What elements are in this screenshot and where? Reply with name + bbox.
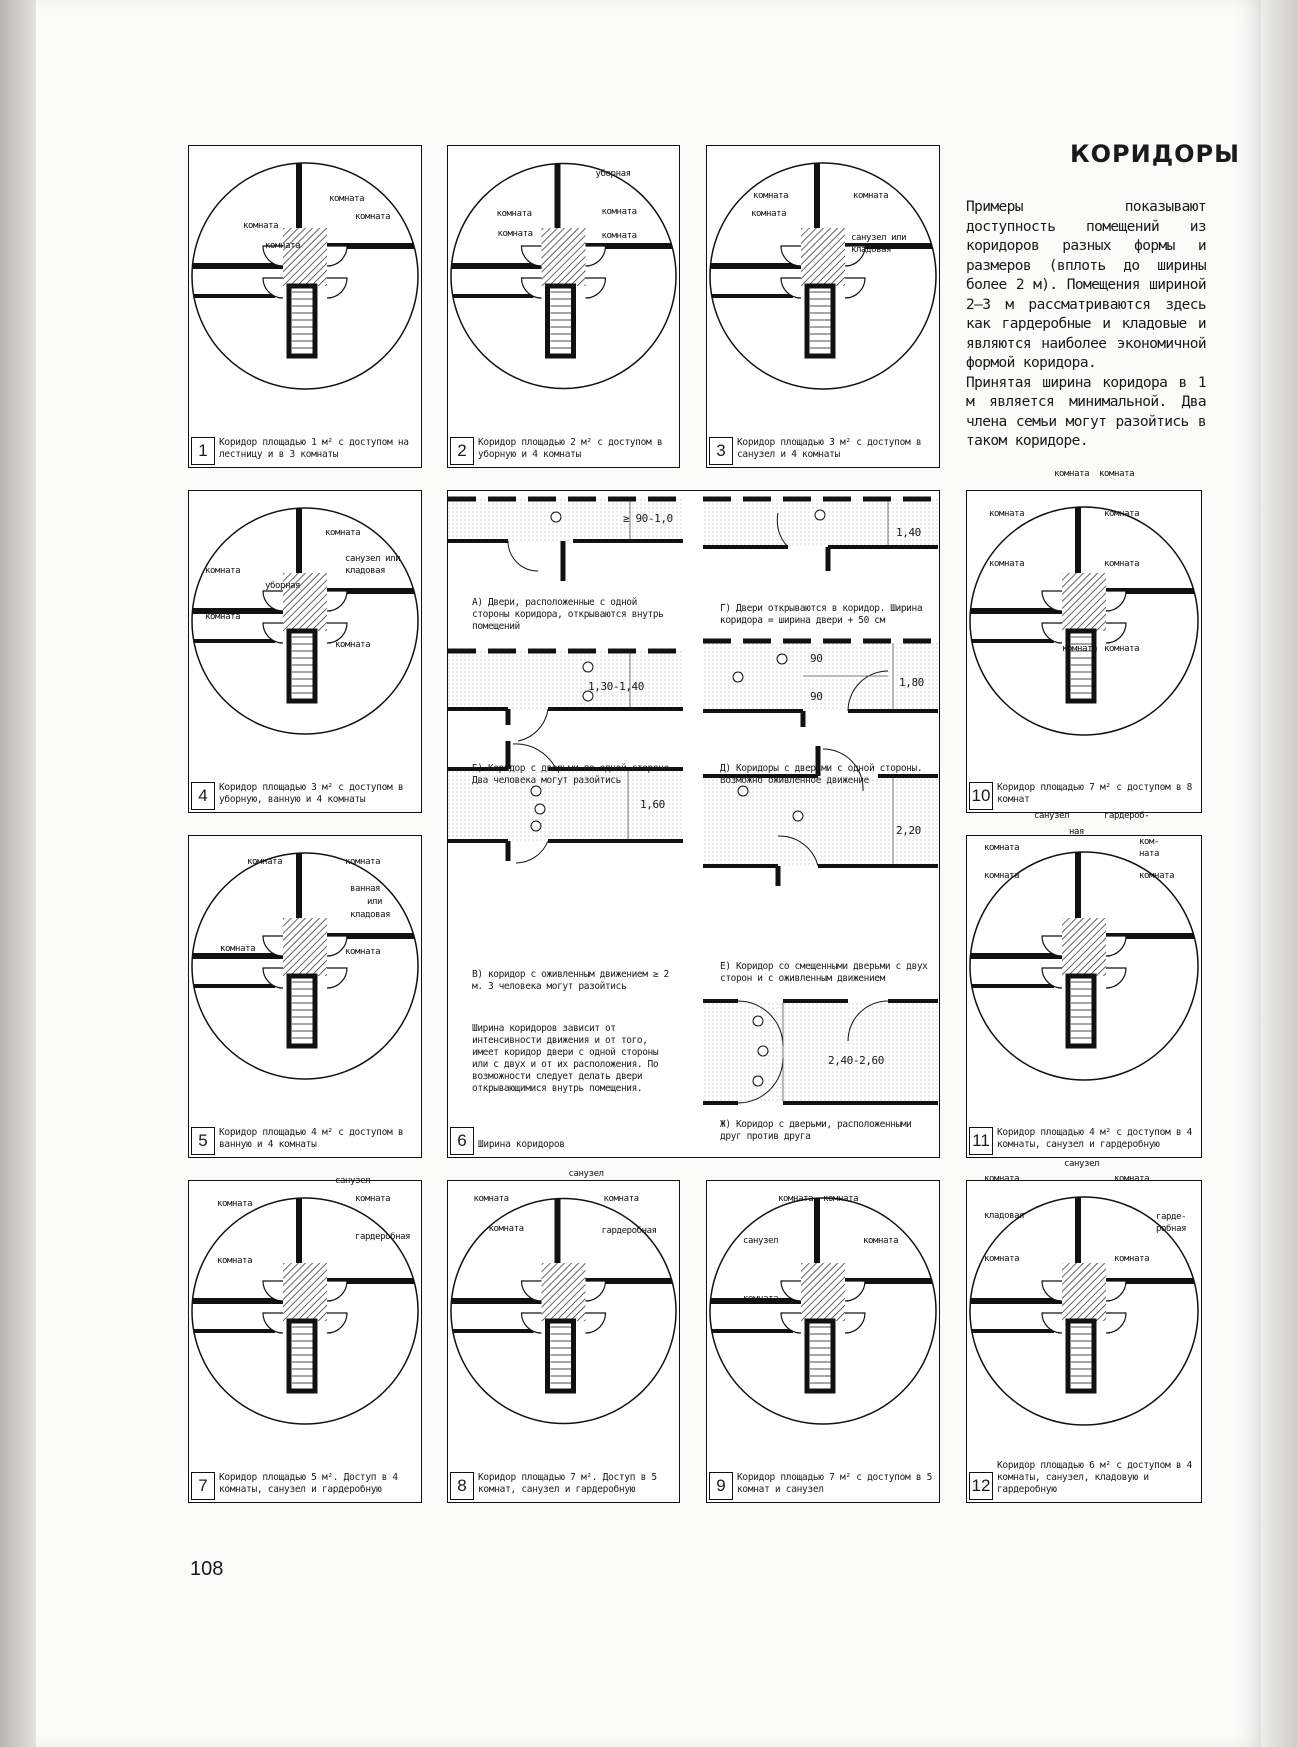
stair xyxy=(548,286,574,356)
room-label: санузел xyxy=(1064,1159,1100,1169)
plan-panel-12 xyxy=(966,1159,1202,1503)
corridor-area xyxy=(1062,1263,1106,1321)
figure-number: 2 xyxy=(450,437,474,465)
caption-e: Е) Коридор со смещенными дверьми с двух сторон и с оживленным движением xyxy=(720,961,928,984)
room-label: комната xyxy=(1104,559,1140,569)
intro-paragraph-2: Принятая ширина коридора в 1 м является минимальной. Два члена семьи могут разойтись в таком коридоре. xyxy=(966,374,1206,449)
caption-a: А) Двери, расположенные с одной стороны коридора, открываются внутрь помещений xyxy=(472,597,664,632)
room-label: комната xyxy=(1062,644,1098,654)
stair xyxy=(548,1321,574,1391)
room-label: санузел xyxy=(743,1236,779,1246)
corridor-area xyxy=(542,1263,586,1321)
figure-caption: Ширина коридоров xyxy=(478,1139,565,1150)
figure-number: 4 xyxy=(191,782,215,810)
figure-number: 6 xyxy=(450,1127,474,1155)
room-label: комната xyxy=(751,209,787,219)
floor-plan-diagram xyxy=(189,491,421,812)
room-label: комната xyxy=(989,509,1025,519)
room-label: комната xyxy=(823,1194,859,1204)
floor-plan-diagram xyxy=(707,1181,939,1502)
stair xyxy=(807,286,833,356)
room-label: комната xyxy=(1104,644,1140,654)
room-label: санузел или xyxy=(851,233,907,243)
dim-g: 1,40 xyxy=(896,526,921,539)
corridor-area xyxy=(801,1263,845,1321)
dim-d-bottom: 90 xyxy=(810,690,823,703)
room-label: комната xyxy=(863,1236,899,1246)
figure-number: 3 xyxy=(709,437,733,465)
caption-g: Г) Двери открываются в коридор. Ширина коридора = ширина двери + 50 см xyxy=(720,603,923,626)
room-label: комната xyxy=(984,1174,1020,1184)
room-label: комната xyxy=(603,1194,639,1204)
plan-panel-9 xyxy=(706,1180,940,1503)
stair xyxy=(289,976,315,1046)
figure-number: 10 xyxy=(969,782,993,810)
floor-plan-diagram xyxy=(967,1159,1201,1502)
corridor-area xyxy=(283,1263,327,1321)
corridor-widths-panel xyxy=(447,490,940,1158)
room-label: комната xyxy=(778,1194,814,1204)
room-label: робная xyxy=(1156,1224,1187,1234)
room-label: комната xyxy=(1104,509,1140,519)
plan-panel-3 xyxy=(706,145,940,468)
stair xyxy=(289,286,315,356)
room-label: ната xyxy=(1139,849,1160,859)
room-label: кладовая xyxy=(984,1211,1025,1221)
dim-v: 1,60 xyxy=(640,798,665,811)
room-label: комната xyxy=(473,1194,509,1204)
stair xyxy=(1068,631,1094,701)
figure-number: 12 xyxy=(969,1472,993,1500)
figure-caption: Коридор площадью 5 м². Доступ в 4 комнаты, санузел и гардеробную xyxy=(219,1472,398,1495)
room-label: санузел или xyxy=(345,554,401,564)
room-label: гардероб- xyxy=(1104,811,1150,821)
figure-caption: Коридор площадью 6 м² с доступом в 4 комнаты, санузел, кладовую и гардеробную xyxy=(997,1460,1193,1495)
room-label: ванная xyxy=(350,884,381,894)
page-title: КОРИДОРЫ xyxy=(1070,140,1240,168)
dim-a: ≥ 90-1,0 xyxy=(623,512,673,525)
corridor-area xyxy=(1062,573,1106,631)
floor-plan-diagram xyxy=(189,1176,421,1502)
corridor-note: Ширина коридоров зависит от интенсивности движения и от того, имеет коридор двери с одной стороны или с двух и от их расположения. По возможности следует делать двери открывающимися внутрь помещения. xyxy=(472,1023,659,1094)
room-label: комната xyxy=(984,871,1020,881)
figure-caption: Коридор площадью 7 м² с доступом в 8 комнат xyxy=(997,782,1193,805)
plan-panel-7 xyxy=(188,1176,422,1503)
room-label: комната xyxy=(984,843,1020,853)
corridor-b-diagram xyxy=(448,651,683,741)
room-label: комната xyxy=(1139,871,1175,881)
room-label: комната xyxy=(355,212,391,222)
room-label: или xyxy=(367,897,383,907)
caption-d: Д) Коридоры с дверьми с одной стороны. Возможно оживленное движение xyxy=(720,763,923,786)
room-label: ная xyxy=(1069,827,1085,837)
stair xyxy=(1068,1321,1094,1391)
caption-v: В) коридор с оживленным движением ≥ 2 м. 3 человека могут разойтись xyxy=(472,969,669,992)
room-label: уборная xyxy=(595,169,631,179)
room-label: комната xyxy=(496,209,532,219)
room-label: комната xyxy=(1114,1174,1150,1184)
room-label: комната xyxy=(1099,469,1135,479)
room-label: комната xyxy=(497,229,533,239)
room-label: кладовая xyxy=(851,245,892,255)
dim-zh: 2,40-2,60 xyxy=(828,1054,885,1067)
room-label: комната xyxy=(1114,1254,1150,1264)
figure-number: 1 xyxy=(191,437,215,465)
floor-plan-diagram xyxy=(448,1169,679,1502)
room-label: уборная xyxy=(265,581,301,591)
caption-b: Б) Коридор с дверьми по одной стороне. Два человека могут разойтись xyxy=(472,763,675,786)
caption-zh: Ж) Коридор с дверьми, расположенными друг против друга xyxy=(720,1119,912,1142)
plan-panel-10 xyxy=(966,469,1202,813)
room-label: комната xyxy=(217,1256,253,1266)
dim-d-top: 90 xyxy=(810,652,823,665)
stair xyxy=(1068,976,1094,1046)
room-label: комната xyxy=(601,207,637,217)
room-label: комната xyxy=(1054,469,1090,479)
figure-caption: Коридор площадью 4 м² с доступом в 4 комнаты, санузел и гардеробную xyxy=(997,1127,1193,1150)
figure-caption: Коридор площадью 4 м² с доступом в ванную и 4 комнаты xyxy=(219,1127,404,1150)
figure-caption: Коридор площадью 7 м² с доступом в 5 комнат и санузел xyxy=(737,1472,933,1495)
dim-b: 1,30-1,40 xyxy=(588,680,645,693)
room-label: гарде- xyxy=(1156,1212,1187,1222)
floor-plan-diagram xyxy=(707,146,939,467)
figure-number: 8 xyxy=(450,1472,474,1500)
room-label: комната xyxy=(989,559,1025,569)
room-label: комната xyxy=(205,566,241,576)
figure-number: 7 xyxy=(191,1472,215,1500)
figure-caption: Коридор площадью 2 м² с доступом в уборную и 4 комнаты xyxy=(478,437,663,460)
room-label: комната xyxy=(335,640,371,650)
stair xyxy=(807,1321,833,1391)
room-label: гардеробная xyxy=(355,1232,411,1242)
corridor-area xyxy=(283,918,327,976)
room-label: комната xyxy=(205,612,241,622)
room-label: кладовая xyxy=(350,910,391,920)
plan-panel-11 xyxy=(966,811,1202,1158)
dim-e: 2,20 xyxy=(896,824,921,837)
room-label: санузел xyxy=(335,1176,371,1186)
room-label: кладовая xyxy=(345,566,386,576)
room-label: комната xyxy=(984,1254,1020,1264)
stair xyxy=(289,631,315,701)
room-label: комната xyxy=(355,1194,391,1204)
room-label: комната xyxy=(243,221,279,231)
page-edge-shadow xyxy=(1261,0,1297,1747)
plan-panel-1 xyxy=(188,145,422,468)
room-label: санузел xyxy=(1034,811,1070,821)
room-label: комната xyxy=(325,528,361,538)
corridor-area xyxy=(283,228,327,286)
room-label: санузел xyxy=(568,1169,604,1179)
floor-plan-diagram xyxy=(967,469,1201,812)
room-label: комната xyxy=(247,857,283,867)
figure-caption: Коридор площадью 3 м² с доступом в уборную, ванную и 4 комнаты xyxy=(219,782,404,805)
plan-panel-4 xyxy=(188,490,422,813)
dim-d: 1,80 xyxy=(899,676,924,689)
figure-caption: Коридор площадью 3 м² с доступом в санузел и 4 комнаты xyxy=(737,437,922,460)
corridor-area xyxy=(1062,918,1106,976)
corridor-area xyxy=(801,228,845,286)
floor-plan-diagram xyxy=(448,146,679,467)
room-label: комната xyxy=(345,857,381,867)
room-label: комната xyxy=(753,191,789,201)
figure-number: 11 xyxy=(969,1127,993,1155)
room-label: комната xyxy=(265,241,301,251)
room-label: комната xyxy=(853,191,889,201)
room-label: комната xyxy=(329,194,365,204)
room-label: комната xyxy=(488,1224,524,1234)
floor-plan-diagram xyxy=(967,811,1201,1157)
room-label: комната xyxy=(217,1199,253,1209)
corridor-area xyxy=(542,228,586,286)
room-label: гардеробная xyxy=(601,1226,657,1236)
corridor-zh-diagram xyxy=(703,1001,938,1103)
intro-paragraph-1: Примеры показывают доступность помещений из коридоров разных формы и размеров (вплоть до ширины более 2 м). Помещения шириной 2–3 м рассматриваются здесь как гардеробные и кладовые и являются наиболее экономичной формой коридора. xyxy=(966,199,1206,371)
plan-panel-8 xyxy=(447,1169,680,1503)
room-label: ком- xyxy=(1139,837,1160,847)
figure-number: 9 xyxy=(709,1472,733,1500)
floor-plan-diagram xyxy=(189,836,421,1157)
figure-number: 5 xyxy=(191,1127,215,1155)
figure-caption: Коридор площадью 1 м² с доступом на лестницу и в 3 комнаты xyxy=(219,437,409,460)
floor-plan-diagram xyxy=(189,146,421,467)
page-number: 108 xyxy=(190,1558,224,1580)
room-label: комната xyxy=(601,231,637,241)
figure-caption: Коридор площадью 7 м². Доступ в 5 комнат, санузел и гардеробную xyxy=(478,1472,657,1495)
plan-panel-5 xyxy=(188,835,422,1158)
intro-text xyxy=(966,198,1206,452)
room-label: комната xyxy=(345,947,381,957)
plan-panel-2 xyxy=(447,145,680,468)
room-label: комната xyxy=(220,944,256,954)
stair xyxy=(289,1321,315,1391)
room-label: комната xyxy=(743,1294,779,1304)
